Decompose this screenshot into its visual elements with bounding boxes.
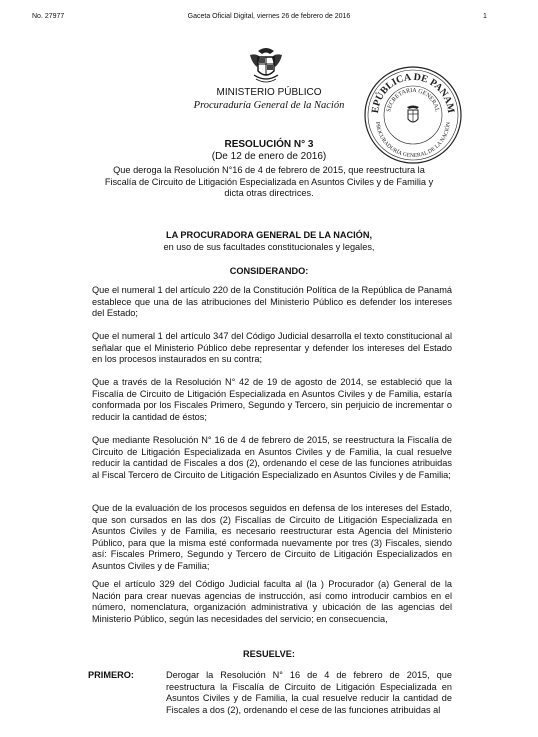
coat-of-arms-icon — [246, 45, 286, 87]
primero-text: Derogar la Resolución N° 16 de 4 de febrero de 2015, que reestructura la Fiscalía de Circuito de Litigación Especializada en Asuntos Civiles y de Familia, la cual resuelve reducir la cantidad de Fiscales a dos (2), ordenando el cese de las funciones atribuidas al — [166, 670, 452, 715]
primero-label: PRIMERO: — [88, 670, 134, 680]
considerando-paragraph: Que de la evaluación de los procesos seguidos en defensa de los intereses del Estado, que son cursados en las dos (2) Fiscalías de Circuito de Litigación Especializada en Asuntos Civiles y de Familia, es necesario reestructurar esta Agencia del Ministerio Público, para que la misma esté conformada nuevamente por tres (3) Fiscales, siendo así: Fiscales Primero, Segundo y Tercero de Circuito de Litigación Especializados en Asuntos Civiles y de Familia; — [92, 503, 452, 571]
considerando-paragraph: Que el numeral 1 del artículo 347 del Código Judicial desarrolla el texto constitucional al señalar que el Ministerio Público debe representar y defender los intereses del Estado en los procesos instaurados en su contra; — [92, 331, 452, 364]
considerando-heading: CONSIDERANDO: — [229, 266, 309, 276]
procuradora-title: LA PROCURADORA GENERAL DE LA NACIÓN, — [165, 230, 373, 240]
resuelve-heading: RESUELVE: — [243, 649, 295, 659]
subject-line: dicta otras directrices. — [224, 188, 314, 198]
procuradora-subtitle: en uso de sus facultades constitucionales y legales, — [163, 241, 375, 252]
ministry-name: MINISTERIO PÚBLICO — [216, 87, 322, 98]
considerando-paragraph: Que mediante Resolución N° 16 de 4 de febrero de 2015, se reestructura la Fiscalía de Circuito de Litigación Especializada en Asuntos Civiles y de Familia, la cual resuelve reducir la cantidad de Fiscales a dos (2), ordenando el cese de las funciones atribuidas al Fiscal Tercero de Circuito de Litigación Especializado en Asuntos Civiles y de Familia; — [92, 435, 452, 480]
resolution-date: (De 12 de enero de 2016) — [211, 151, 327, 162]
procuradora-block — [0, 230, 538, 253]
subject-line: Que deroga la Resolución N°16 de 4 de febrero de 2015, que reestructura la — [113, 165, 425, 175]
resolution-title: RESOLUCIÓN N° 3 — [224, 139, 314, 150]
ministry-heading — [0, 87, 538, 111]
resolution-heading — [0, 139, 538, 163]
considerando-paragraph: Que el numeral 1 del artículo 220 de la Constitución Política de la República de Panamá establece que una de las atribuciones del Ministerio Público es defender los intereses del Estado; — [92, 285, 452, 318]
seal-mid-text: SECRETARIA GENERAL — [386, 87, 440, 113]
subject-line: Fiscalía de Circuito de Litigación Especializada en Asuntos Civiles y de Familia y — [104, 176, 434, 187]
gazette-number: No. 27977 — [32, 13, 65, 20]
seal-bottom-text: PROCURADURÍA GENERAL DE LA NACIÓN — [374, 121, 452, 160]
page-number: 1 — [483, 13, 487, 20]
considerando-paragraph: Que a través de la Resolución N° 42 de 19 de agosto de 2014, se estableció que la Fiscalía de Circuito de Litigación Especializada en Asuntos Civiles y de Familia, estaría conformada por los Fiscales Primero, Segundo y Tercero, sin perjuicio de incrementar o reducir la cantidad de éstos; — [92, 377, 452, 422]
considerando-paragraph: Que el artículo 329 del Código Judicial faculta al (la ) Procurador (a) General de la Nación para crear nuevas agencias de instrucción, así como introducir cambios en el número, nomenclatura, organización administrativa y ubicación de las agencias del Ministerio Público, según las necesidades del servicio; en consecuencia, — [92, 579, 452, 624]
procuraduria-name: Procuraduría General de la Nación — [193, 100, 345, 111]
seal-top-text: EPÚBLICA DE PANAM — [369, 71, 457, 114]
resolution-subject — [0, 165, 538, 200]
gazette-title: Gaceta Oficial Digital, viernes 26 de febrero de 2016 — [187, 13, 351, 20]
